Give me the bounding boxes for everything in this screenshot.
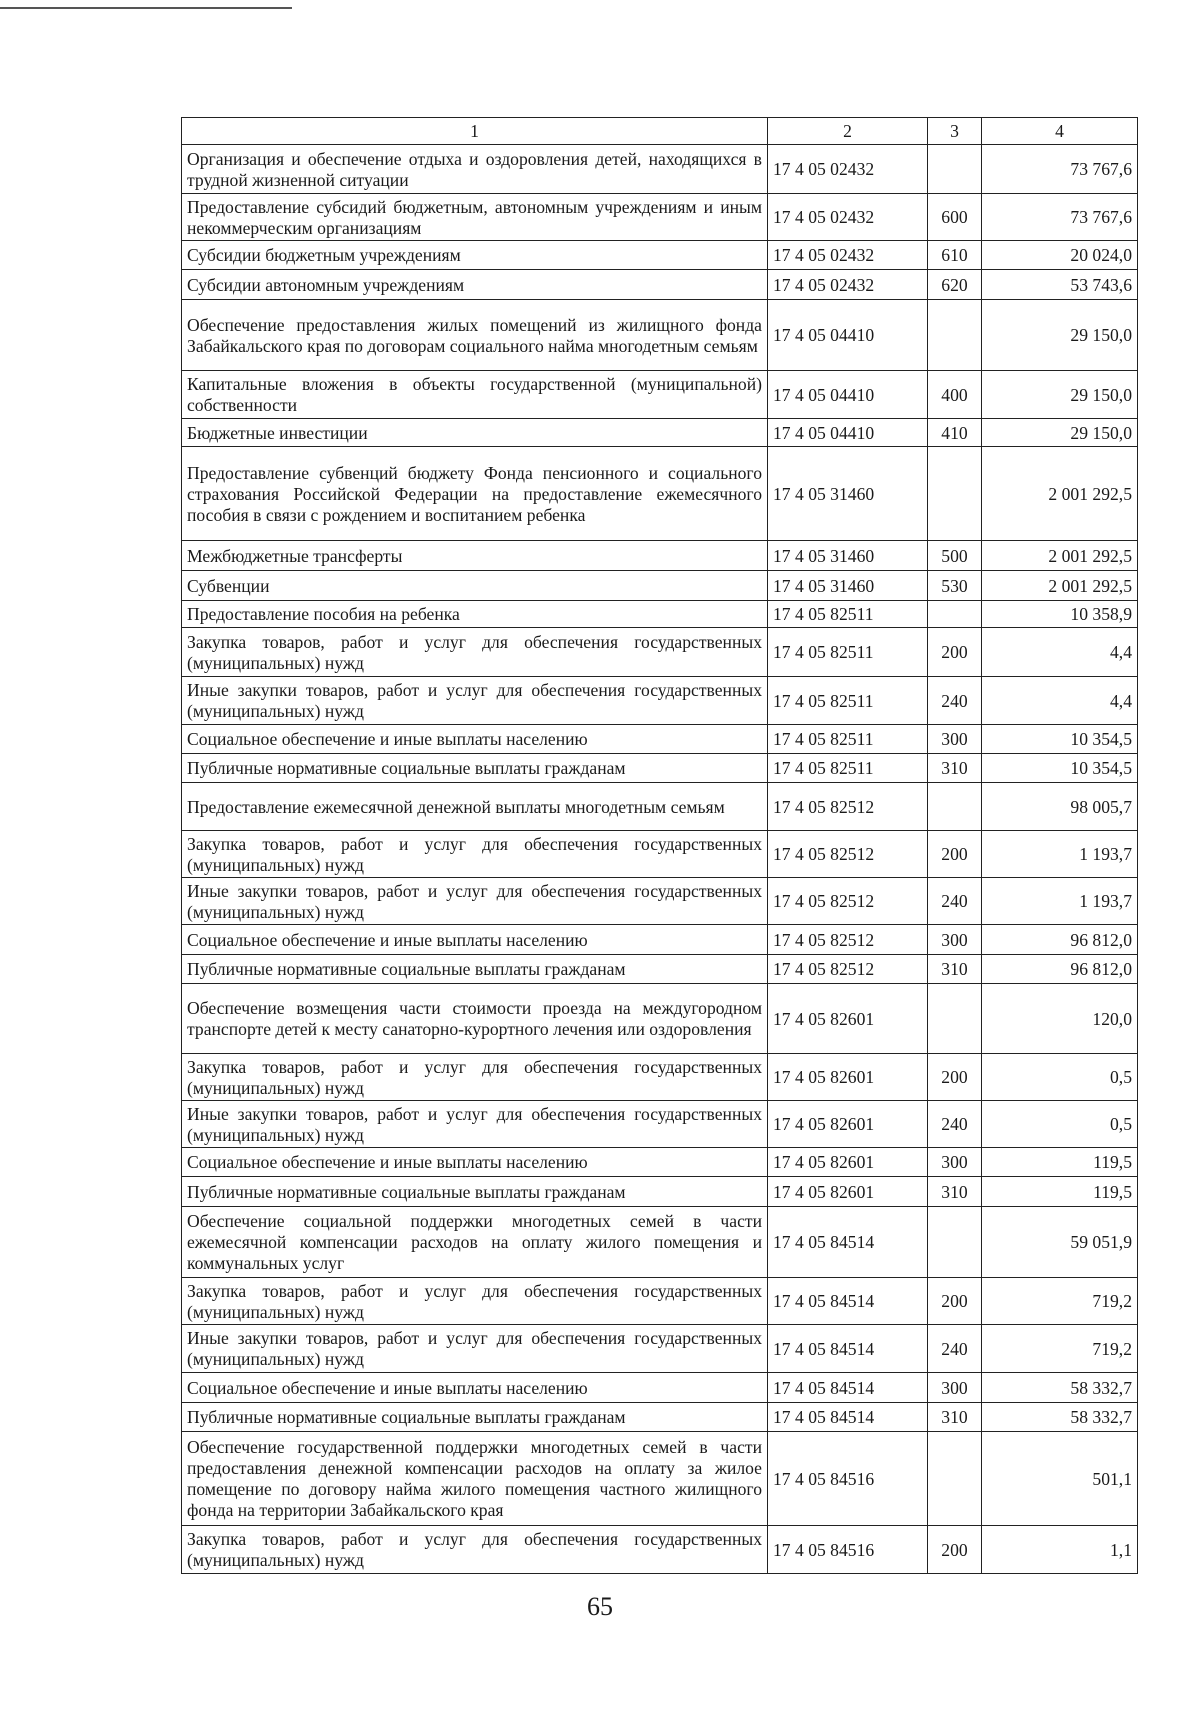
table-row [182,984,1138,1054]
row-name-cell: Иные закупки товаров, работ и услуг для обеспечения государственных (муниципальных) нужд [182,1101,768,1148]
row-amount-cell: 59 051,9 [982,1207,1138,1278]
table-row [182,783,1138,831]
row-name-cell: Публичные нормативные социальные выплаты гражданам [182,1177,768,1207]
row-name-cell: Организация и обеспечение отдыха и оздоровления детей, находящихся в трудной жизненной ситуации [182,145,768,194]
row-code-cell: 17 4 05 82601 [768,1054,928,1101]
row-code-cell: 17 4 05 82512 [768,955,928,984]
row-name-cell: Предоставление субвенций бюджету Фонда пенсионного и социального страхования Российской Федерации на предоставление ежемесячного пособия в связи с рождением и воспитанием ребенка [182,447,768,541]
row-name-cell: Предоставление ежемесячной денежной выплаты многодетным семьям [182,783,768,831]
table-row [182,270,1138,300]
row-name-cell: Капитальные вложения в объекты государственной (муниципальной) собственности [182,371,768,419]
row-amount-cell: 53 743,6 [982,270,1138,300]
row-amount-cell: 2 001 292,5 [982,541,1138,571]
row-code-cell: 17 4 05 82511 [768,677,928,725]
row-type-cell: 240 [928,1325,982,1373]
row-type-cell: 300 [928,725,982,754]
row-code-cell: 17 4 05 84514 [768,1207,928,1278]
header-cell-2: 2 [768,118,928,145]
table-row [182,677,1138,725]
row-code-cell: 17 4 05 04410 [768,419,928,447]
table-row [182,194,1138,241]
table-row [182,571,1138,601]
row-code-cell: 17 4 05 02432 [768,194,928,241]
row-type-cell: 310 [928,1403,982,1432]
row-amount-cell: 10 358,9 [982,601,1138,628]
row-name-cell: Закупка товаров, работ и услуг для обеспечения государственных (муниципальных) нужд [182,1278,768,1325]
row-code-cell: 17 4 05 02432 [768,145,928,194]
row-type-cell [928,300,982,371]
row-code-cell: 17 4 05 82601 [768,1101,928,1148]
table-row [182,601,1138,628]
table-row [182,145,1138,194]
row-name-cell: Иные закупки товаров, работ и услуг для обеспечения государственных (муниципальных) нужд [182,878,768,925]
row-amount-cell: 10 354,5 [982,725,1138,754]
table-row [182,371,1138,419]
row-amount-cell: 10 354,5 [982,754,1138,783]
table-header-row [182,118,1138,145]
row-type-cell: 300 [928,1373,982,1403]
row-amount-cell: 96 812,0 [982,955,1138,984]
row-code-cell: 17 4 05 84514 [768,1403,928,1432]
row-type-cell: 600 [928,194,982,241]
row-type-cell [928,145,982,194]
row-code-cell: 17 4 05 82601 [768,984,928,1054]
row-amount-cell: 1 193,7 [982,831,1138,878]
row-code-cell: 17 4 05 84514 [768,1278,928,1325]
row-name-cell: Обеспечение возмещения части стоимости проезда на междугородном транспорте детей к месту санаторно-курортного лечения или оздоровления [182,984,768,1054]
row-amount-cell: 1 193,7 [982,878,1138,925]
row-amount-cell: 58 332,7 [982,1373,1138,1403]
row-code-cell: 17 4 05 02432 [768,270,928,300]
row-code-cell: 17 4 05 84516 [768,1526,928,1574]
row-type-cell: 310 [928,955,982,984]
row-code-cell: 17 4 05 82512 [768,878,928,925]
row-code-cell: 17 4 05 82512 [768,831,928,878]
row-type-cell [928,984,982,1054]
row-code-cell: 17 4 05 82512 [768,783,928,831]
row-amount-cell: 120,0 [982,984,1138,1054]
scan-edge-line [0,7,292,9]
row-type-cell: 300 [928,925,982,955]
row-type-cell: 310 [928,754,982,783]
header-cell-3: 3 [928,118,982,145]
row-amount-cell: 4,4 [982,677,1138,725]
row-type-cell [928,601,982,628]
row-name-cell: Иные закупки товаров, работ и услуг для обеспечения государственных (муниципальных) нужд [182,1325,768,1373]
table-row [182,955,1138,984]
row-name-cell: Публичные нормативные социальные выплаты гражданам [182,1403,768,1432]
row-amount-cell: 119,5 [982,1177,1138,1207]
row-type-cell [928,1432,982,1526]
row-name-cell: Обеспечение государственной поддержки многодетных семей в части предоставления денежной компенсации расходов на оплату за жилое помещение по договору найма жилого помещения частного жилищного фонда на территории Забайкальского края [182,1432,768,1526]
row-name-cell: Субсидии бюджетным учреждениям [182,241,768,270]
row-name-cell: Иные закупки товаров, работ и услуг для обеспечения государственных (муниципальных) нужд [182,677,768,725]
row-type-cell: 530 [928,571,982,601]
row-type-cell [928,1207,982,1278]
table-row [182,1148,1138,1177]
row-amount-cell: 98 005,7 [982,783,1138,831]
table-row [182,725,1138,754]
row-name-cell: Бюджетные инвестиции [182,419,768,447]
row-code-cell: 17 4 05 31460 [768,541,928,571]
row-amount-cell: 20 024,0 [982,241,1138,270]
row-amount-cell: 2 001 292,5 [982,571,1138,601]
row-code-cell: 17 4 05 84516 [768,1432,928,1526]
row-code-cell: 17 4 05 31460 [768,571,928,601]
row-amount-cell: 4,4 [982,628,1138,677]
row-type-cell: 310 [928,1177,982,1207]
row-name-cell: Обеспечение предоставления жилых помещений из жилищного фонда Забайкальского края по договорам социального найма многодетным семьям [182,300,768,371]
row-name-cell: Предоставление пособия на ребенка [182,601,768,628]
row-code-cell: 17 4 05 82601 [768,1148,928,1177]
row-amount-cell: 29 150,0 [982,300,1138,371]
table-row [182,1325,1138,1373]
table-row [182,1403,1138,1432]
row-amount-cell: 2 001 292,5 [982,447,1138,541]
row-type-cell [928,447,982,541]
row-name-cell: Социальное обеспечение и иные выплаты населению [182,725,768,754]
table-row [182,878,1138,925]
row-name-cell: Публичные нормативные социальные выплаты гражданам [182,754,768,783]
row-amount-cell: 96 812,0 [982,925,1138,955]
table-row [182,754,1138,783]
table-row [182,241,1138,270]
row-amount-cell: 73 767,6 [982,145,1138,194]
row-amount-cell: 719,2 [982,1278,1138,1325]
row-amount-cell: 0,5 [982,1054,1138,1101]
row-type-cell: 200 [928,831,982,878]
table-row [182,925,1138,955]
row-amount-cell: 0,5 [982,1101,1138,1148]
table-row [182,1054,1138,1101]
row-amount-cell: 501,1 [982,1432,1138,1526]
row-code-cell: 17 4 05 04410 [768,371,928,419]
row-name-cell: Субвенции [182,571,768,601]
row-type-cell: 610 [928,241,982,270]
row-type-cell: 240 [928,677,982,725]
header-cell-1: 1 [182,118,768,145]
row-name-cell: Социальное обеспечение и иные выплаты населению [182,1373,768,1403]
table-row [182,447,1138,541]
row-type-cell: 200 [928,1278,982,1325]
row-type-cell: 240 [928,1101,982,1148]
row-name-cell: Закупка товаров, работ и услуг для обеспечения государственных (муниципальных) нужд [182,1526,768,1574]
row-name-cell: Публичные нормативные социальные выплаты гражданам [182,955,768,984]
row-amount-cell: 58 332,7 [982,1403,1138,1432]
row-name-cell: Закупка товаров, работ и услуг для обеспечения государственных (муниципальных) нужд [182,831,768,878]
row-code-cell: 17 4 05 82511 [768,628,928,677]
row-type-cell: 500 [928,541,982,571]
row-code-cell: 17 4 05 82511 [768,725,928,754]
row-amount-cell: 719,2 [982,1325,1138,1373]
row-type-cell: 620 [928,270,982,300]
row-name-cell: Социальное обеспечение и иные выплаты населению [182,925,768,955]
row-type-cell: 400 [928,371,982,419]
header-cell-4: 4 [982,118,1138,145]
row-amount-cell: 29 150,0 [982,419,1138,447]
row-type-cell: 200 [928,1054,982,1101]
row-type-cell: 200 [928,628,982,677]
row-code-cell: 17 4 05 82511 [768,754,928,783]
row-name-cell: Предоставление субсидий бюджетным, автономным учреждениям и иным некоммерческим организациям [182,194,768,241]
table-row [182,1207,1138,1278]
table-row [182,1177,1138,1207]
row-amount-cell: 1,1 [982,1526,1138,1574]
row-type-cell: 410 [928,419,982,447]
table-row [182,831,1138,878]
table-row [182,419,1138,447]
row-code-cell: 17 4 05 02432 [768,241,928,270]
row-type-cell: 200 [928,1526,982,1574]
row-code-cell: 17 4 05 82601 [768,1177,928,1207]
table-row [182,1526,1138,1574]
row-name-cell: Закупка товаров, работ и услуг для обеспечения государственных (муниципальных) нужд [182,628,768,677]
budget-table [181,117,1138,1574]
row-amount-cell: 29 150,0 [982,371,1138,419]
row-type-cell: 300 [928,1148,982,1177]
row-name-cell: Социальное обеспечение и иные выплаты населению [182,1148,768,1177]
row-name-cell: Субсидии автономным учреждениям [182,270,768,300]
row-code-cell: 17 4 05 04410 [768,300,928,371]
row-amount-cell: 73 767,6 [982,194,1138,241]
row-code-cell: 17 4 05 31460 [768,447,928,541]
row-name-cell: Межбюджетные трансферты [182,541,768,571]
table-row [182,300,1138,371]
table-row [182,1432,1138,1526]
row-type-cell: 240 [928,878,982,925]
row-code-cell: 17 4 05 82512 [768,925,928,955]
table-row [182,1278,1138,1325]
row-code-cell: 17 4 05 82511 [768,601,928,628]
table-row [182,541,1138,571]
table-row [182,1373,1138,1403]
page-number: 65 [587,1592,613,1621]
row-code-cell: 17 4 05 84514 [768,1373,928,1403]
table-row [182,628,1138,677]
table-row [182,1101,1138,1148]
row-name-cell: Обеспечение социальной поддержки многодетных семей в части ежемесячной компенсации расходов на оплату жилого помещения и коммунальных услуг [182,1207,768,1278]
row-type-cell [928,783,982,831]
row-amount-cell: 119,5 [982,1148,1138,1177]
row-name-cell: Закупка товаров, работ и услуг для обеспечения государственных (муниципальных) нужд [182,1054,768,1101]
row-code-cell: 17 4 05 84514 [768,1325,928,1373]
